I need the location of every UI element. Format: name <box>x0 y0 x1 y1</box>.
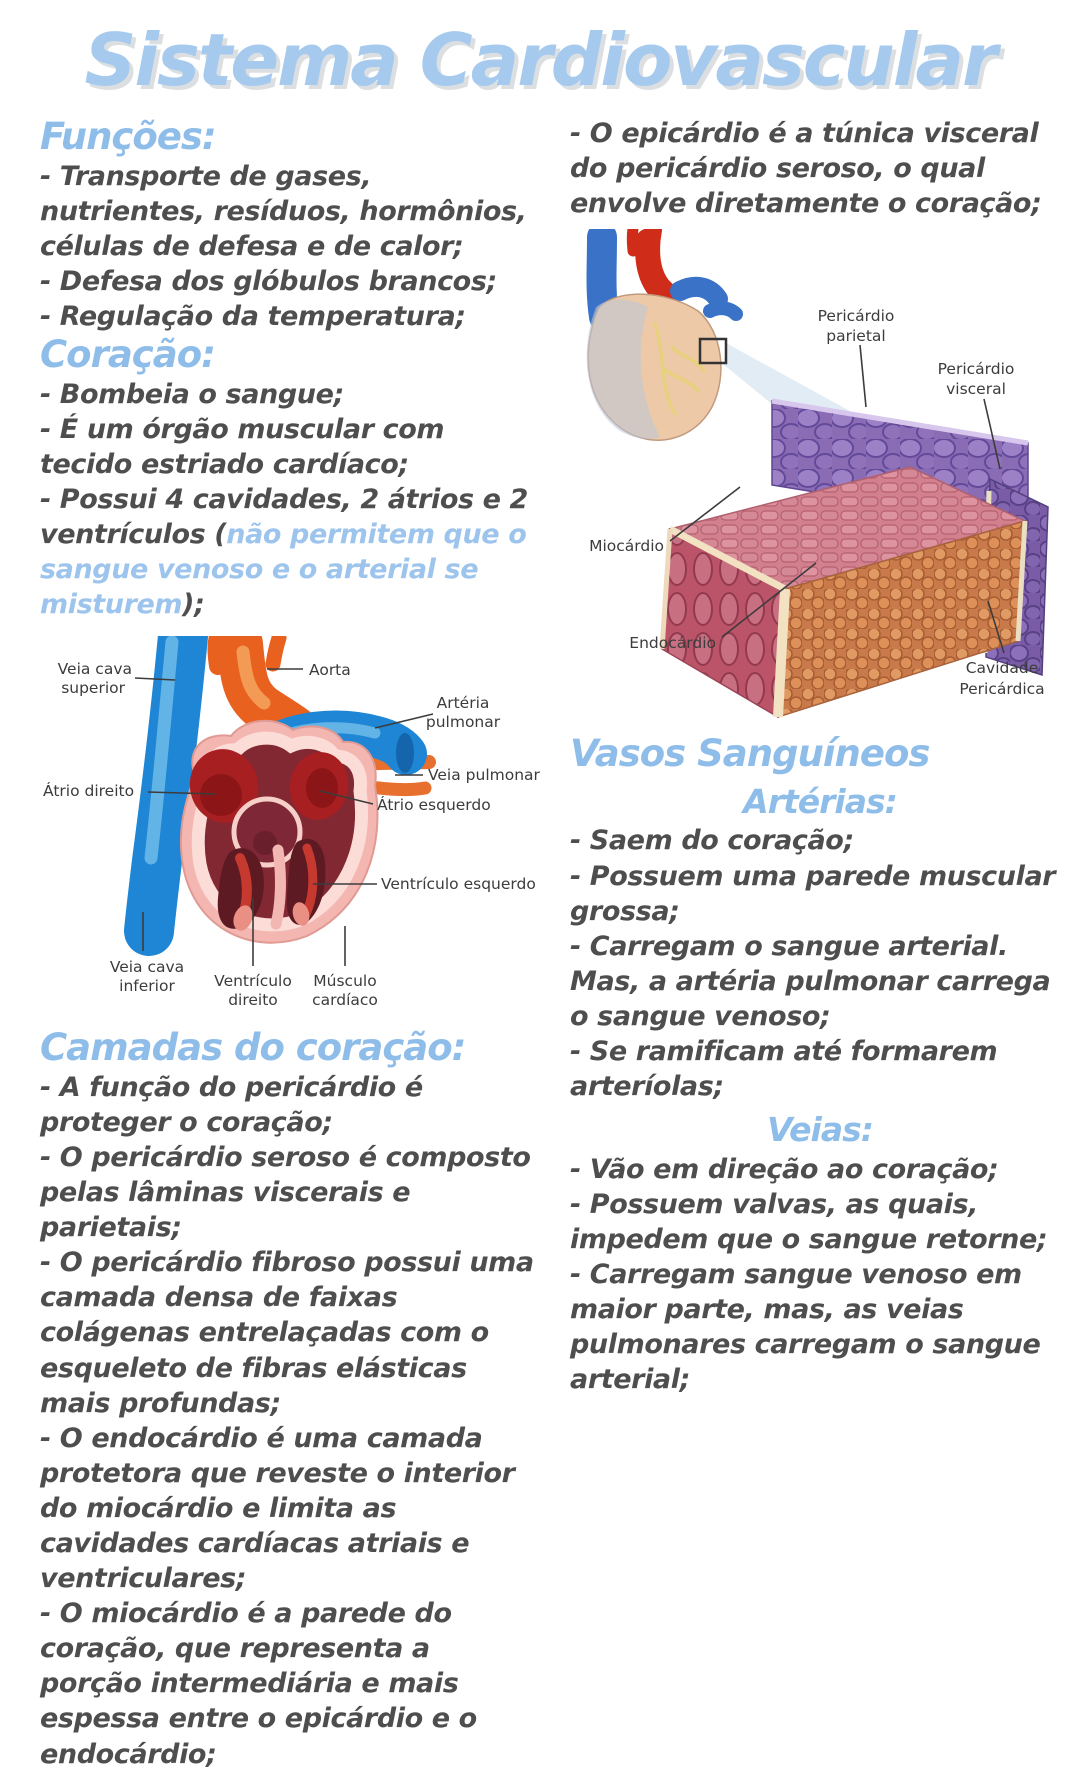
heart-layers-figure <box>560 229 1070 733</box>
coracao-item: - Bombeia o sangue; <box>40 378 344 410</box>
label-pericardio-parietal: Pericárdio <box>817 307 895 326</box>
section-heading-coracao: Coração: <box>40 333 215 377</box>
label-arteria-pulmonar: pulmonar <box>425 713 501 732</box>
heart-layers-illustration <box>560 229 1070 729</box>
camadas-item: - O pericárdio fibroso possui uma camada densa de faixas colágenas entrelaçadas com o esqueleto de fibras elásticas mais profundas; <box>40 1247 534 1419</box>
label-atrio-esquerdo: Átrio esquerdo <box>377 796 491 815</box>
arterias-item: - Se ramificam até formarem arteríolas; <box>570 1035 998 1103</box>
veias-item: - Possuem valvas, as quais, impedem que o sangue retorne; <box>570 1188 1048 1255</box>
subheading-veias: Veias: <box>767 1110 873 1150</box>
coracao-mixed-note: não permitem que o sangue venoso e o arterial se misturem <box>40 518 527 621</box>
label-cavidade-pericardica: Pericárdica <box>959 680 1045 699</box>
section-heading-camadas: Camadas do coração: <box>40 1026 466 1070</box>
label-musculo-cardiaco: Músculo <box>313 972 377 991</box>
label-miocardio: Miocárdio <box>589 537 664 556</box>
epicardio-note: - O epicárdio é a túnica visceral do pericárdio seroso, o qual envolve diretamente o coração; <box>570 118 1042 220</box>
label-cavidade-pericardica: Cavidade <box>965 659 1039 678</box>
subheading-arterias: Artérias: <box>743 781 897 821</box>
arterias-item: - Carregam o sangue arterial. Mas, a artéria pulmonar carrega o sangue venoso; <box>570 930 1051 1032</box>
arterias-item: - Saem do coração; <box>570 825 854 857</box>
label-arteria-pulmonar: Artéria <box>436 694 490 713</box>
label-veia-pulmonar: Veia pulmonar <box>428 766 540 785</box>
coracao-item: - É um órgão muscular com tecido estriado cardíaco; <box>40 413 445 480</box>
arterias-item: - Possuem uma parede muscular grossa; <box>570 860 1056 927</box>
funcoes-item: - Defesa dos glóbulos brancos; <box>40 265 497 297</box>
label-pericardio-visceral: visceral <box>946 380 1006 399</box>
label-pericardio-visceral: Pericárdio <box>937 360 1015 379</box>
page-title: Sistema Cardiovascular <box>84 18 996 102</box>
leader-pericardio-parietal <box>860 345 866 407</box>
right-column <box>570 116 1070 1772</box>
veias-item: - Carregam sangue venoso em maior parte, mas, as veias pulmonares carregam o sangue arterial; <box>570 1259 1041 1396</box>
coracao-mixed-post: ); <box>182 589 205 621</box>
camadas-item: - O miocárdio é a parede do coração, que representa a porção intermediária e mais espessa entre o epicárdio e o endocárdio; <box>40 1598 477 1770</box>
section-heading-funcoes: Funções: <box>40 115 216 158</box>
camadas-item: - O pericárdio seroso é composto pelas lâminas viscerais e parietais; <box>40 1141 531 1244</box>
camadas-item: - A função do pericárdio é proteger o coração; <box>40 1071 423 1138</box>
label-veia-cava-inferior: inferior <box>119 977 175 996</box>
label-ventriculo-direito: Ventrículo <box>214 972 292 991</box>
content-columns <box>40 115 1056 1772</box>
heart-anatomy-illustration <box>35 636 555 1021</box>
label-pericardio-parietal: parietal <box>826 327 886 346</box>
label-atrio-direito: Átrio direito <box>43 782 135 801</box>
veias-item: - Vão em direção ao coração; <box>570 1153 999 1185</box>
coracao-mixed-pre: - Possui 4 cavidades, 2 átrios e 2 ventrículos ( <box>40 483 528 550</box>
label-veia-cava-superior: Veia cava <box>57 660 132 679</box>
label-musculo-cardiaco: cardíaco <box>312 991 378 1010</box>
label-aorta: Aorta <box>309 661 351 680</box>
section-heading-vasos-sanguineos: Vasos Sanguíneos <box>570 732 930 776</box>
label-ventriculo-esquerdo: Ventrículo esquerdo <box>381 875 536 894</box>
funcoes-item: - Regulação da temperatura; <box>40 300 466 332</box>
heart-anatomy-figure <box>35 636 540 1025</box>
left-column <box>40 116 540 1772</box>
funcoes-item: - Transporte de gases, nutrientes, resíduos, hormônios, células de defesa e de calor; <box>40 160 527 262</box>
camadas-item: - O endocárdio é uma camada protetora que reveste o interior do miocárdio e limita as cavidades cardíacas atriais e ventriculares; <box>40 1422 515 1595</box>
label-endocardio: Endocárdio <box>629 634 716 653</box>
label-veia-cava-inferior: Veia cava <box>109 958 185 977</box>
label-ventriculo-direito: direito <box>228 991 278 1010</box>
coracao-item-mixed <box>40 482 540 622</box>
label-veia-cava-superior: superior <box>61 679 125 698</box>
